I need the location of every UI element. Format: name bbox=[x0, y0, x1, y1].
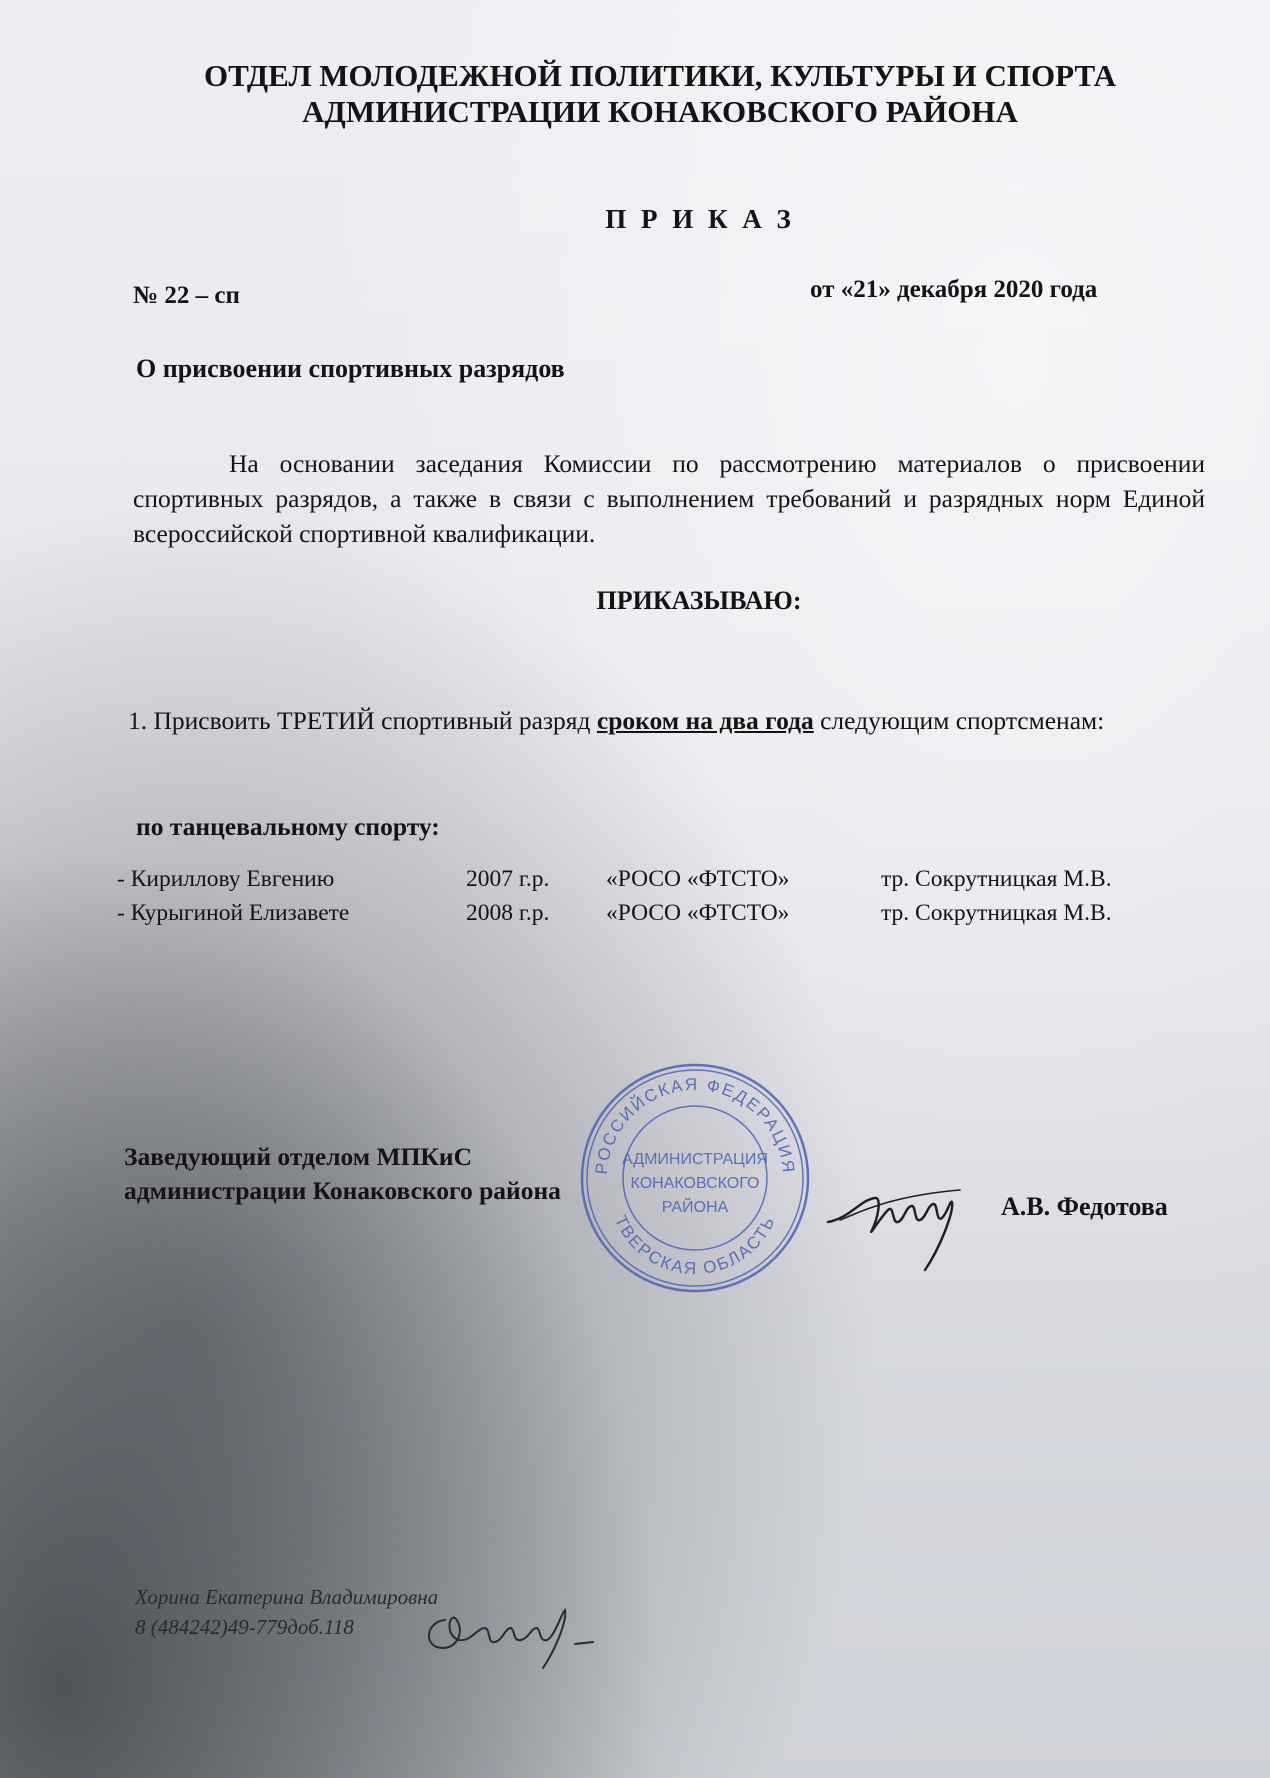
athlete-coach: тр. Сокрутницкая М.В. bbox=[881, 900, 1112, 926]
athlete-coach: тр. Сокрутницкая М.В. bbox=[881, 866, 1112, 892]
seal-center-line-1: АДМИНИСТРАЦИЯ bbox=[622, 1151, 768, 1168]
athlete-club: «РОСО «ФТСТО» bbox=[606, 900, 790, 926]
seal-text-bottom: ТВЕРСКАЯ ОБЛАСТЬ bbox=[610, 1212, 780, 1279]
header-line-2: АДМИНИСТРАЦИИ КОНАКОВСКОГО РАЙОНА bbox=[302, 94, 1018, 129]
order-item-1 bbox=[128, 703, 1206, 739]
signatory-position bbox=[124, 1140, 561, 1208]
executor-name: Хорина Екатерина Владимировна bbox=[135, 1585, 439, 1609]
handwritten-signature bbox=[820, 1160, 970, 1280]
executor-info bbox=[135, 1582, 438, 1642]
header-line-1: ОТДЕЛ МОЛОДЕЖНОЙ ПОЛИТИКИ, КУЛЬТУРЫ И СПОРТА bbox=[204, 58, 1116, 93]
sport-category: по танцевальному спорту: bbox=[136, 812, 440, 841]
seal-text-top: РОССИЙСКАЯ ФЕДЕРАЦИЯ bbox=[591, 1074, 799, 1176]
item1-text-start: 1. Присвоить ТРЕТИЙ спортивный разряд bbox=[128, 706, 591, 735]
athlete-name: - Курыгиной Елизавете bbox=[117, 900, 350, 926]
executor-phone: 8 (484242)49-779доб.118 bbox=[135, 1615, 354, 1639]
seal-center-line-3: РАЙОНА bbox=[661, 1199, 729, 1216]
preamble-text: На основании заседания Комиссии по рассмотрению материалов о присвоении спортивных разрядов, а также в связи с выполнением требований и разрядных норм Единой всероссийской спортивной квалификации. bbox=[133, 449, 1205, 548]
order-directive: ПРИКАЗЫВАЮ: bbox=[596, 586, 802, 615]
seal-center-line-2: КОНАКОВСКОГО bbox=[630, 1175, 760, 1192]
order-number: № 22 – сп bbox=[133, 282, 240, 309]
item1-text-end: следующим спортсменам: bbox=[820, 706, 1105, 735]
athlete-club: «РОСО «ФТСТО» bbox=[606, 866, 790, 892]
athlete-name: - Кириллову Евгению bbox=[117, 866, 335, 892]
preamble-paragraph bbox=[133, 446, 1205, 551]
signatory-name: А.В. Федотова bbox=[1001, 1192, 1168, 1221]
executor-signature bbox=[415, 1592, 635, 1672]
order-date: от «21» декабря 2020 года bbox=[810, 276, 1098, 303]
signatory-position-line-1: Заведующий отделом МПКиС bbox=[124, 1142, 473, 1171]
header bbox=[130, 58, 1190, 130]
order-subject: О присвоении спортивных разрядов bbox=[136, 354, 565, 383]
document-type: П Р И К А З bbox=[605, 204, 795, 234]
athlete-year: 2008 г.р. bbox=[466, 900, 550, 926]
official-seal bbox=[575, 1060, 815, 1295]
signatory-position-line-2: администрации Конаковского района bbox=[124, 1176, 561, 1205]
item1-term: сроком на два года bbox=[596, 706, 814, 735]
athlete-year: 2007 г.р. bbox=[466, 866, 550, 892]
